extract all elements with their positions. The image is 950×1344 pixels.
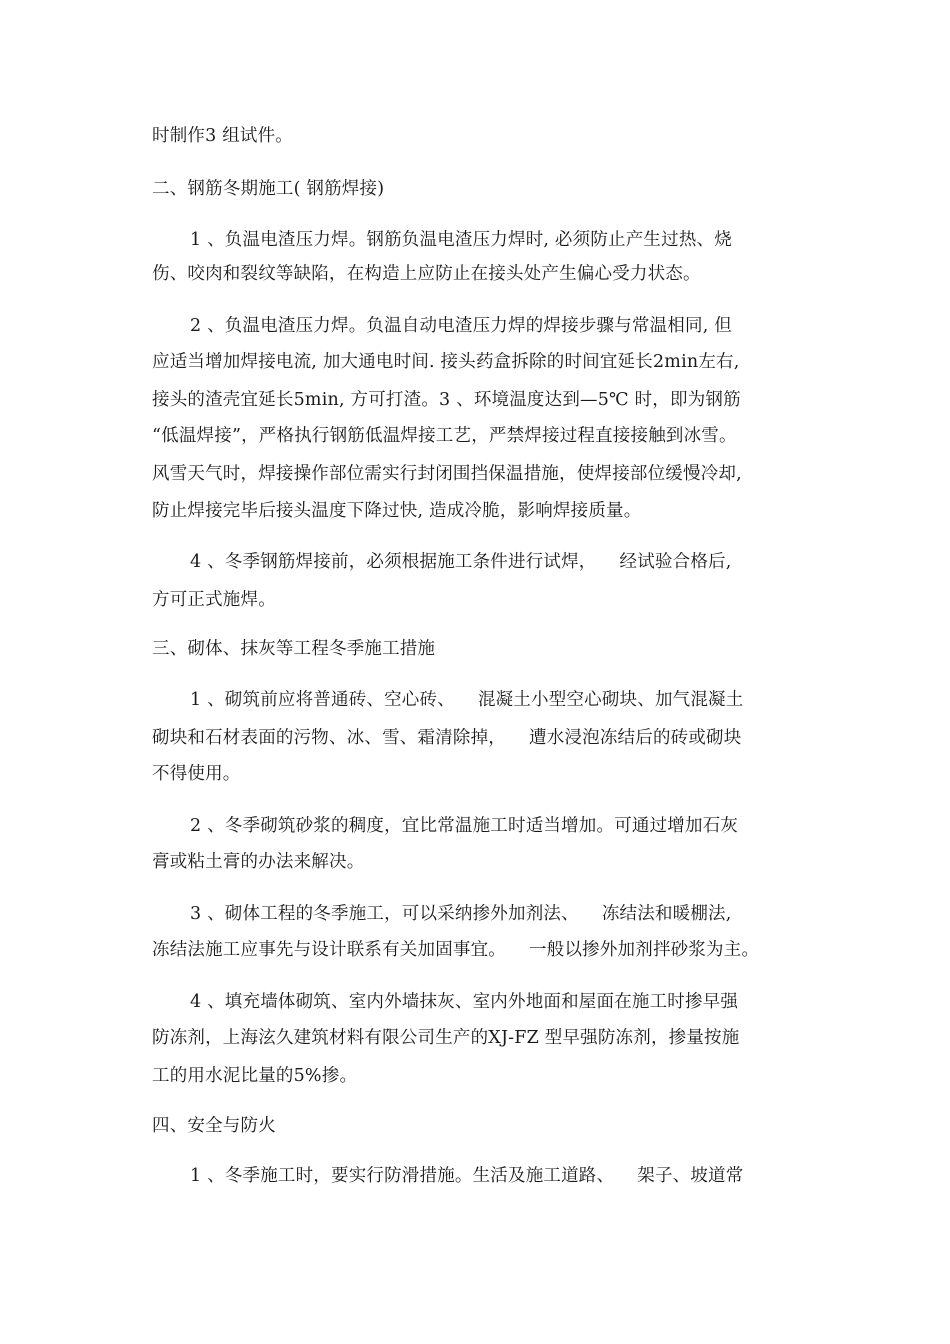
text-line: 膏或粘土膏的办法来解决。 [152, 852, 365, 872]
text-line: 接头的渣壳宜延长5min, 方可打渣。3 、环境温度达到—5℃ 时，即为钢筋 [152, 390, 741, 410]
text-line: 1 、负温电渣压力焊。钢筋负温电渣压力焊时, 必须防止产生过热、烧 [190, 230, 732, 250]
text-line: 伤、咬肉和裂纹等缺陷，在构造上应防止在接头处产生偏心受力状态。 [152, 264, 701, 284]
text-line: 1 、冬季施工时，要实行防滑措施。生活及施工道路、 架子、坡道常 [190, 1166, 744, 1186]
text-line: 方可正式施焊。 [152, 590, 276, 610]
text-line: 应适当增加焊接电流, 加大通电时间. 接头药盒拆除的时间宜延长2min左右, [152, 352, 740, 372]
text-line: 不得使用。 [152, 764, 241, 784]
text-line: 工的用水泥比量的5%掺。 [152, 1066, 358, 1086]
text-line: 3 、砌体工程的冬季施工，可以采纳掺外加剂法、 冻结法和暖棚法, [190, 904, 732, 924]
text-line: 1 、砌筑前应将普通砖、空心砖、 混凝土小型空心砌块、加气混凝土 [190, 690, 744, 710]
text-line: 防冻剂，上海泫久建筑材料有限公司生产的XJ-FZ 型早强防冻剂，掺量按施 [152, 1028, 740, 1048]
section-heading: 三、砌体、抹灰等工程冬季施工措施 [152, 639, 436, 659]
text-line: 冻结法施工应事先与设计联系有关加固事宜。 一般以掺外加剂拌砂浆为主。 [152, 940, 760, 960]
text-line: 2 、负温电渣压力焊。负温自动电渣压力焊的焊接步骤与常温相同, 但 [190, 316, 732, 336]
text-line: 砌块和石材表面的污物、冰、雪、霜清除掉， 遭水浸泡冻结后的砖或砌块 [152, 728, 742, 748]
text-line: 4 、冬季钢筋焊接前，必须根据施工条件进行试焊， 经试验合格后, [190, 552, 732, 572]
text-line: 时制作3 组试件。 [152, 126, 293, 146]
text-line: 风雪天气时，焊接操作部位需实行封闭围挡保温措施，使焊接部位缓慢冷却, [152, 464, 742, 484]
text-line: 防止焊接完毕后接头温度下降过快, 造成冷脆，影响焊接质量。 [152, 501, 642, 521]
text-line: 2 、冬季砌筑砂浆的稠度，宜比常温施工时适当增加。可通过增加石灰 [190, 816, 739, 836]
section-heading: 四、安全与防火 [152, 1116, 276, 1136]
text-line: “低温焊接”，严格执行钢筋低温焊接工艺，严禁焊接过程直接接触到冰雪。 [152, 426, 737, 446]
section-heading: 二、钢筋冬期施工( 钢筋焊接) [152, 179, 385, 199]
text-line: 4 、填充墙体砌筑、室内外墙抹灰、室内外地面和屋面在施工时掺早强 [190, 992, 739, 1012]
